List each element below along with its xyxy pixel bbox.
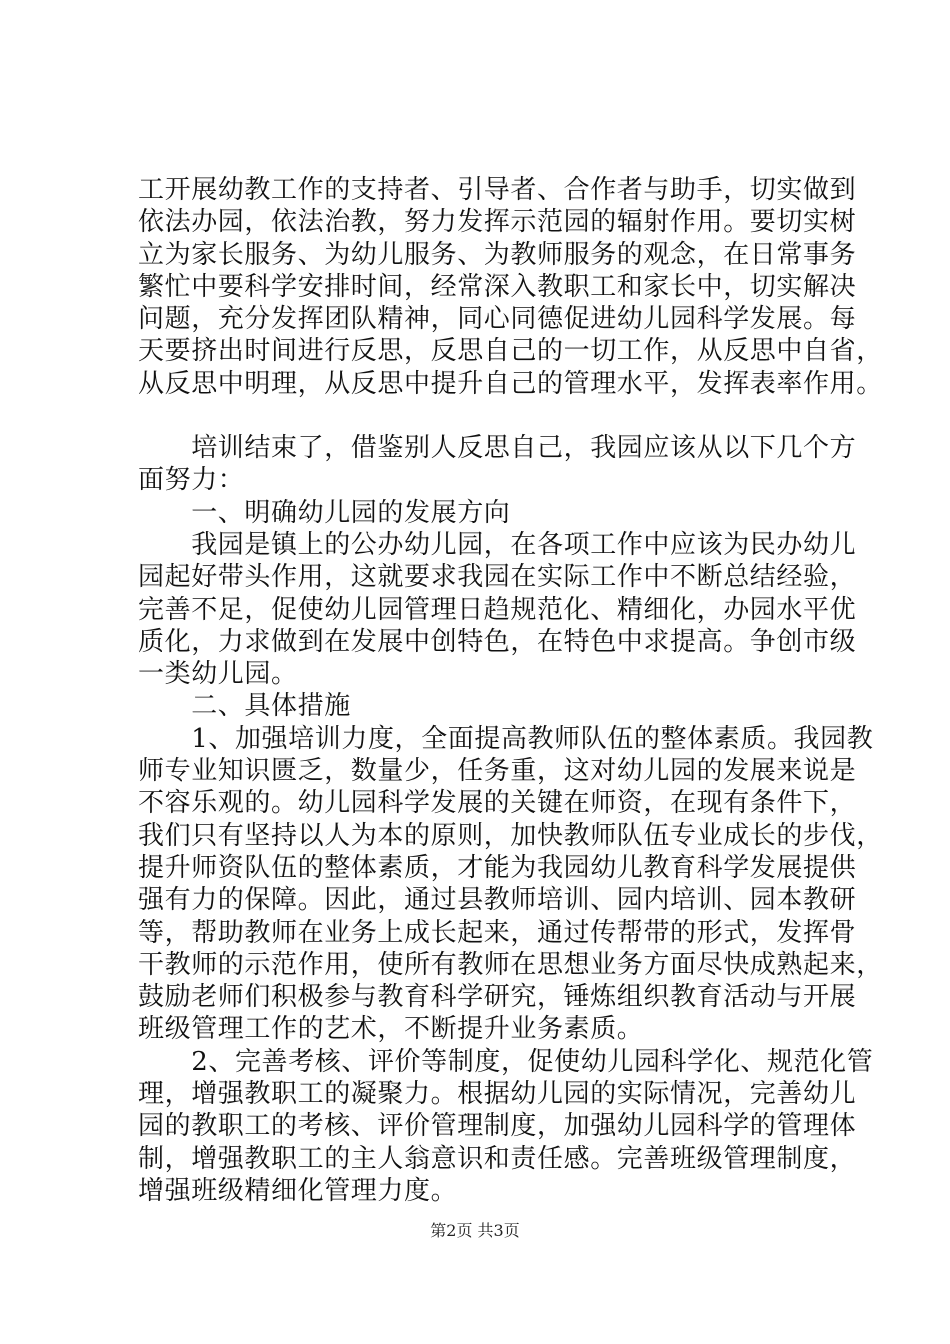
- text-line: 质化，力求做到在发展中创特色，在特色中求提高。争创市级: [138, 626, 857, 657]
- text-line: 立为家长服务、为幼儿服务、为教师服务的观念，在日常事务: [138, 239, 857, 270]
- text-line: 干教师的示范作用，使所有教师在思想业务方面尽快成熟起来，: [138, 949, 883, 980]
- text-line: 不容乐观的。幼儿园科学发展的关键在师资，在现有条件下，: [138, 788, 857, 819]
- text-line: 鼓励老师们积极参与教育科学研究，锤炼组织教育活动与开展: [138, 982, 857, 1013]
- text-line: 从反思中明理，从反思中提升自己的管理水平，发挥表率作用。: [138, 368, 883, 399]
- document-body: [138, 174, 883, 1207]
- text-line: 园的教职工的考核、评价管理制度，加强幼儿园科学的管理体: [138, 1111, 857, 1142]
- text-line: 强有力的保障。因此，通过县教师培训、园内培训、园本教研: [138, 885, 857, 916]
- page-number-label: 第2页 共3页: [430, 1221, 520, 1240]
- text-line: 班级管理工作的艺术，不断提升业务素质。: [138, 1014, 644, 1045]
- text-line: 理，增强教职工的凝聚力。根据幼儿园的实际情况，完善幼儿: [138, 1079, 857, 1110]
- text-line: 制，增强教职工的主人翁意识和责任感。完善班级管理制度，: [138, 1143, 857, 1174]
- text-line: 我园是镇上的公办幼儿园，在各项工作中应该为民办幼儿: [138, 529, 857, 560]
- text-line: 园起好带头作用，这就要求我园在实际工作中不断总结经验，: [138, 562, 857, 593]
- text-line: 依法办园，依法治教，努力发挥示范园的辐射作用。要切实树: [138, 207, 857, 238]
- text-line: 师专业知识匮乏，数量少，任务重，这对幼儿园的发展来说是: [138, 756, 857, 787]
- paragraph-2: [138, 432, 883, 1207]
- text-line: 问题，充分发挥团队精神，同心同德促进幼儿园科学发展。每: [138, 304, 857, 335]
- text-line: 2、完善考核、评价等制度，促使幼儿园科学化、规范化管: [138, 1046, 874, 1077]
- text-line: 天要挤出时间进行反思，反思自己的一切工作，从反思中自省，: [138, 336, 883, 367]
- text-line: 繁忙中要科学安排时间，经常深入教职工和家长中，切实解决: [138, 271, 857, 302]
- text-line: 增强班级精细化管理力度。: [138, 1175, 458, 1206]
- page-footer: [0, 1221, 950, 1241]
- paragraph-1: [138, 174, 883, 400]
- section-heading: 一、明确幼儿园的发展方向: [138, 497, 511, 528]
- paragraph-gap: [138, 400, 858, 432]
- text-line: 1、加强培训力度，全面提高教师队伍的整体素质。我园教: [138, 723, 874, 754]
- text-line: 提升师资队伍的整体素质，才能为我园幼儿教育科学发展提供: [138, 852, 857, 883]
- section-heading: 二、具体措施: [138, 691, 351, 722]
- text-line: 完善不足，促使幼儿园管理日趋规范化、精细化，办园水平优: [138, 594, 857, 625]
- text-line: 工开展幼教工作的支持者、引导者、合作者与助手，切实做到: [138, 175, 857, 205]
- text-line: 等，帮助教师在业务上成长起来，通过传帮带的形式，发挥骨: [138, 917, 857, 948]
- text-line: 一类幼儿园。: [138, 659, 298, 690]
- text-line: 我们只有坚持以人为本的原则，加快教师队伍专业成长的步伐，: [138, 820, 883, 851]
- text-line: 面努力：: [138, 465, 245, 496]
- text-line: 培训结束了，借鉴别人反思自己，我园应该从以下几个方: [138, 433, 857, 464]
